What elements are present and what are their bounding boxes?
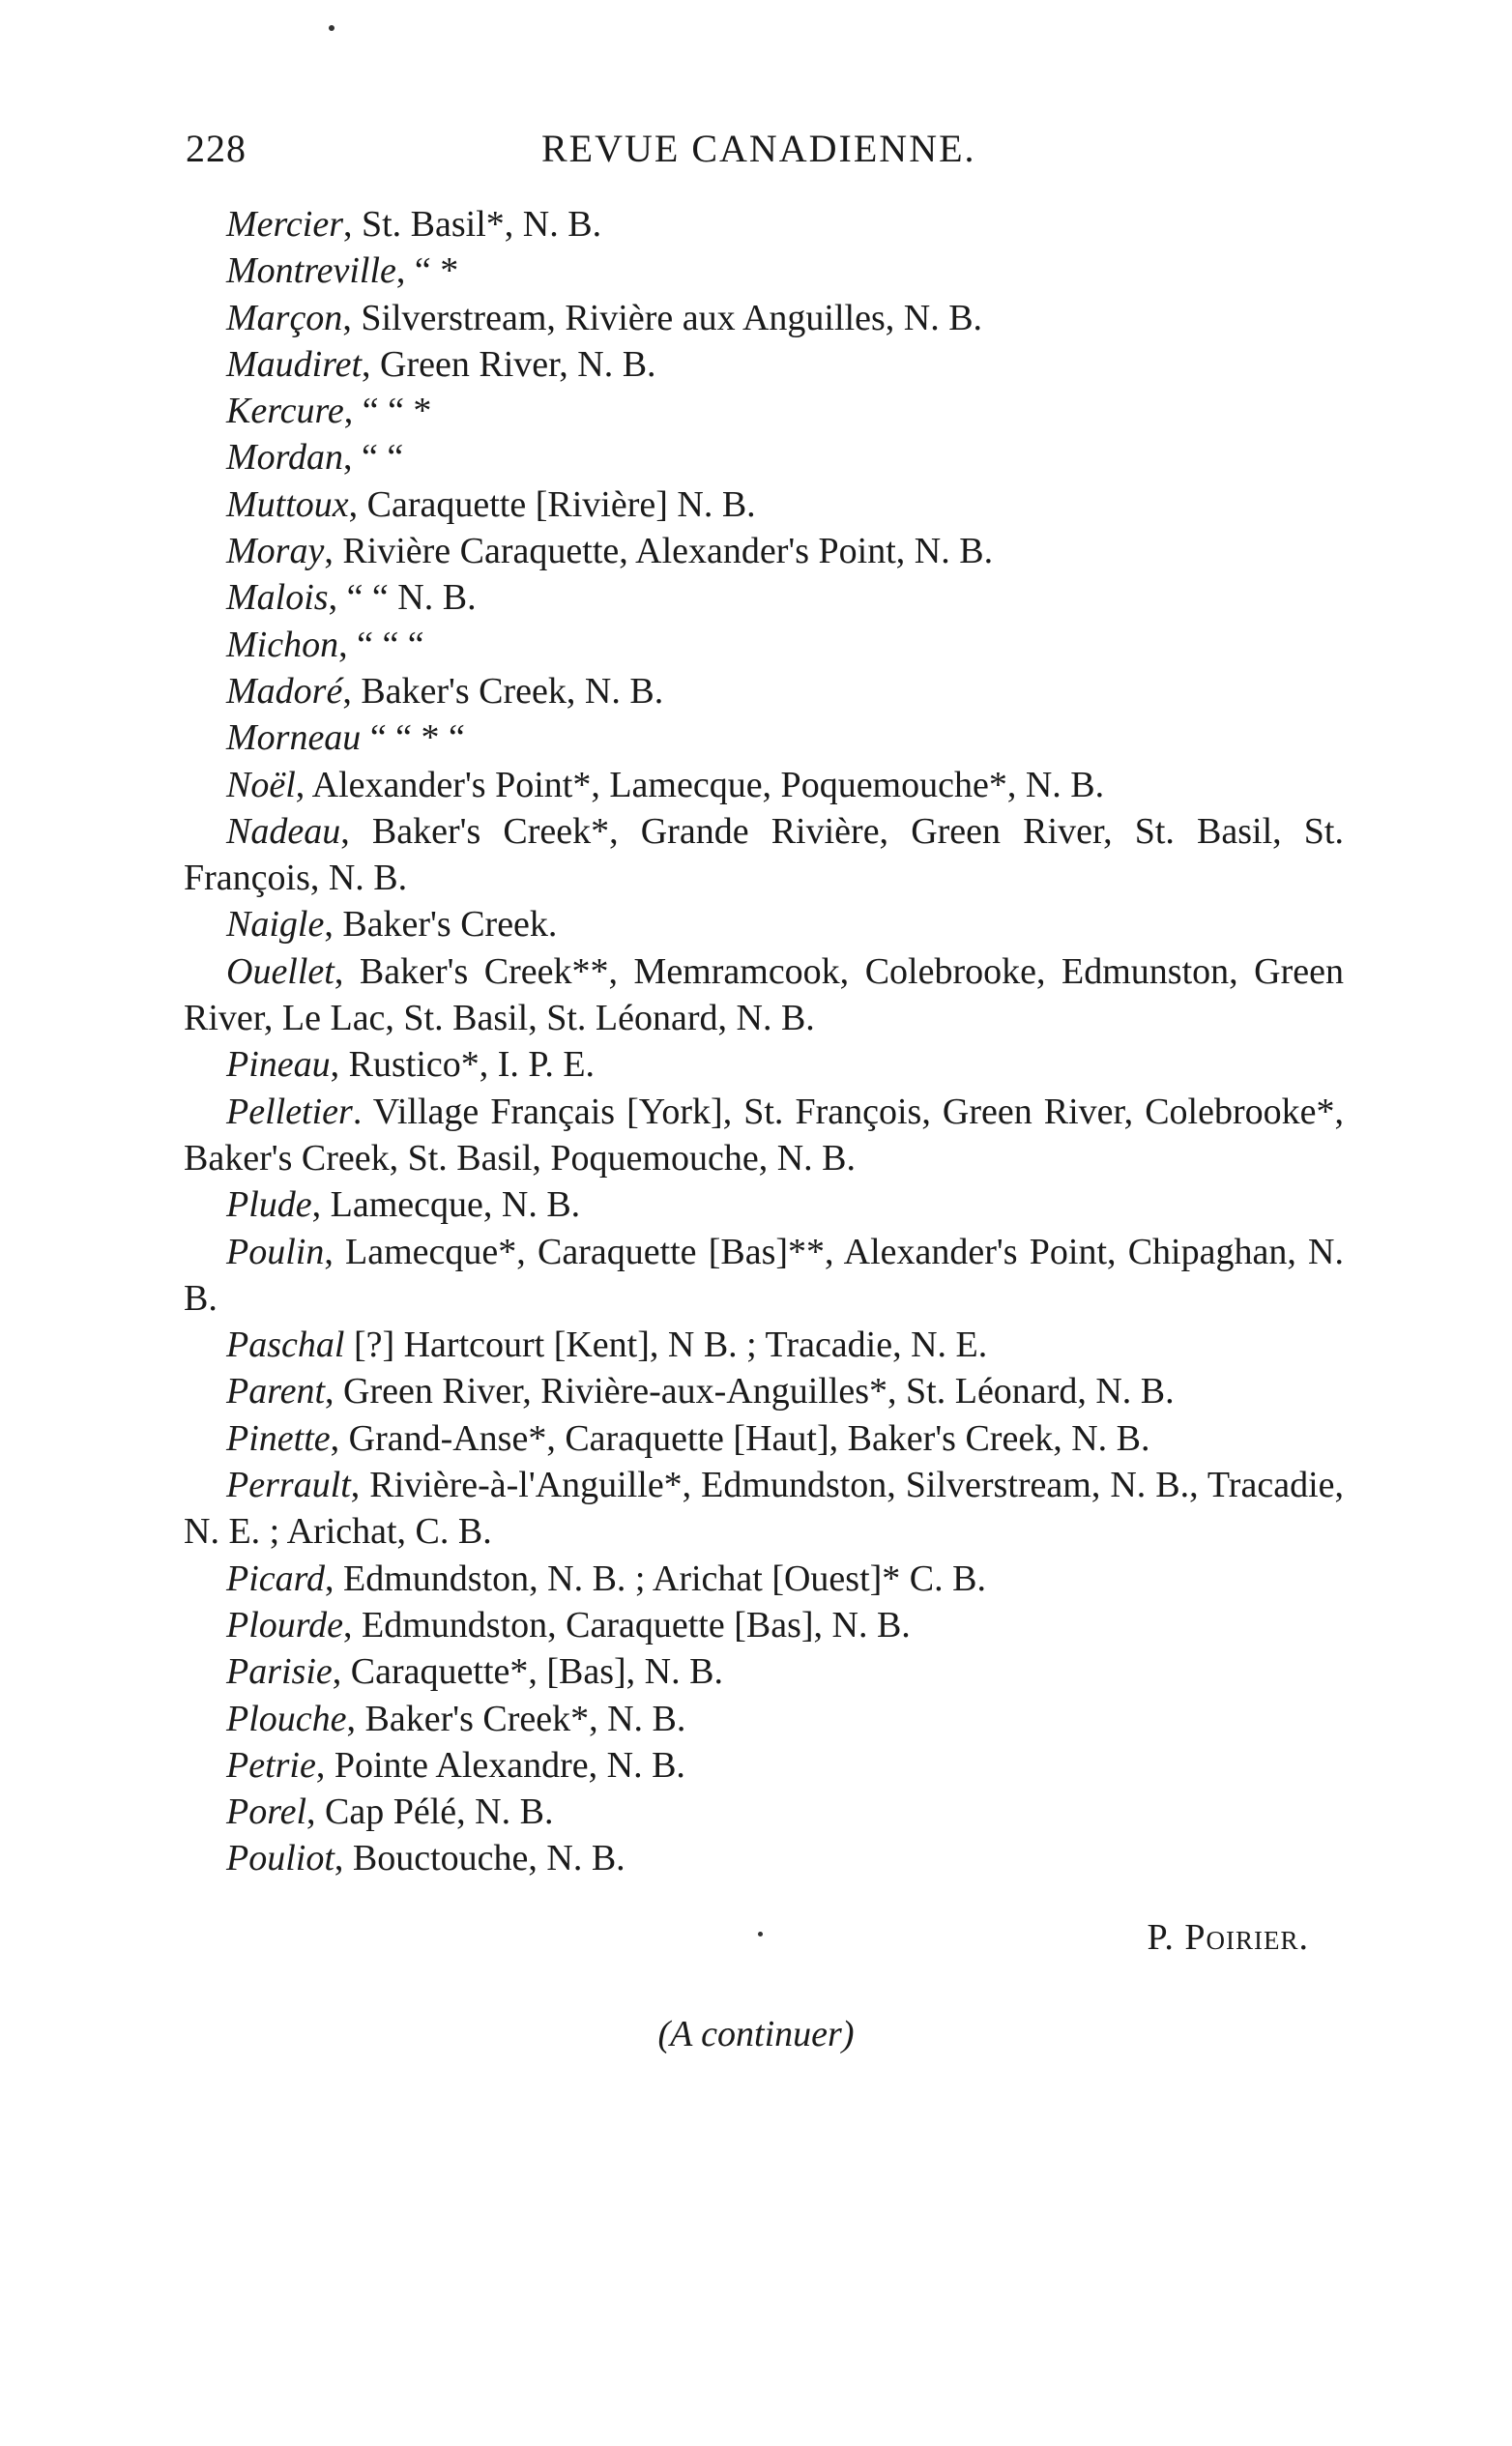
entry-surname: Nadeau	[226, 810, 341, 852]
entry-locations: . Village Français [York], St. François, Green River, Colebrooke*, Baker's Creek, St. Basil, Poquemouche, N. B.	[184, 1091, 1344, 1179]
entry-locations: , “ “	[343, 437, 404, 479]
entry-locations: , Cap Pélé, N. B.	[306, 1791, 554, 1833]
entry-surname: Muttoux	[226, 483, 349, 525]
entry-surname: Paschal	[226, 1325, 345, 1366]
entry-locations: , Green River, Rivière-aux-Anguilles*, St. Léonard, N. B.	[325, 1371, 1175, 1412]
entry-locations: , Rivière-à-l'Anguille*, Edmundston, Silverstream, N. B., Tracadie, N. E. ; Arichat, C. B.	[184, 1465, 1344, 1553]
entry-locations: , Caraquette [Rivière] N. B.	[348, 483, 756, 525]
entry-locations: , Rivière Caraquette, Alexander's Point, N. B.	[324, 531, 994, 572]
surname-entry	[184, 714, 1344, 761]
surname-entry	[184, 1696, 1344, 1742]
entry-surname: Picard	[226, 1558, 326, 1599]
surname-entry	[184, 341, 1344, 388]
surname-entry	[184, 668, 1344, 714]
surname-entry	[184, 1602, 1344, 1648]
surname-entry	[184, 1462, 1344, 1556]
entry-surname: Pinette	[226, 1417, 331, 1459]
surname-entry	[184, 1556, 1344, 1602]
entry-surname: Maudiret	[226, 343, 363, 385]
entry-surname: Moray	[226, 531, 325, 572]
entry-locations: , Edmundston, N. B. ; Arichat [Ouest]* C. B.	[325, 1558, 986, 1599]
entry-locations: , Edmundston, Caraquette [Bas], N. B.	[343, 1604, 911, 1645]
entry-surname: Montreville	[226, 250, 396, 292]
entry-locations: , “ *	[395, 250, 459, 292]
entry-locations: “ “ * “	[361, 717, 465, 759]
entry-locations: , Baker's Creek.	[324, 904, 558, 946]
surname-entry	[184, 1368, 1344, 1414]
surname-entry	[184, 1181, 1344, 1228]
entry-locations: , Lamecque, N. B.	[311, 1184, 581, 1226]
entry-locations: , Grand-Anse*, Caraquette [Haut], Baker's Creek, N. B.	[330, 1417, 1150, 1459]
continuation-note: (A continuer)	[657, 2014, 855, 2054]
entry-locations: , Baker's Creek*, N. B.	[346, 1698, 686, 1739]
surname-entry	[184, 948, 1344, 1042]
page-number: 228	[186, 127, 247, 170]
entry-surname: Petrie	[226, 1744, 316, 1786]
entry-surname: Malois	[226, 577, 329, 619]
entry-surname: Kercure	[226, 391, 344, 432]
surname-entry	[184, 1789, 1344, 1835]
entry-surname: Porel	[226, 1791, 307, 1833]
entry-locations: , Green River, N. B.	[362, 343, 656, 385]
surname-entry	[184, 1041, 1344, 1088]
entry-surname: Marçon	[226, 297, 343, 338]
entry-surname: Michon	[226, 624, 339, 665]
surname-entry	[184, 201, 1344, 248]
entry-surname: Pouliot	[226, 1838, 334, 1879]
surname-entry	[184, 762, 1344, 808]
entry-locations: , “ “ *	[343, 391, 432, 432]
entry-surname: Ouellet	[226, 950, 334, 992]
entry-locations: , Bouctouche, N. B.	[334, 1838, 625, 1879]
entry-surname: Noël	[226, 764, 296, 805]
print-speck	[329, 25, 334, 31]
entry-surname: Morneau	[226, 717, 362, 759]
entry-locations: , Baker's Creek*, Grande Rivière, Green River, St. Basil, St. François, N. B.	[184, 810, 1344, 899]
surname-entry	[184, 1648, 1344, 1695]
surname-entry	[184, 1742, 1344, 1789]
entry-surname: Naigle	[226, 904, 325, 946]
entry-locations: , Rustico*, I. P. E.	[330, 1044, 596, 1086]
entry-locations: , Baker's Creek**, Memramcook, Colebrooke, Edmunston, Green River, Le Lac, St. Basil, St. Léonard, N. B.	[184, 950, 1344, 1039]
entry-surname: Mercier	[226, 204, 343, 245]
entry-surname: Madoré	[226, 670, 343, 712]
entry-surname: Parisie	[226, 1651, 333, 1693]
surname-entry	[184, 1835, 1344, 1881]
author-signature: P. Poirier.	[1147, 1917, 1309, 1958]
surname-entry	[184, 1229, 1344, 1323]
entry-locations: , Lamecque*, Caraquette [Bas]**, Alexander's Point, Chipaghan, N. B.	[184, 1231, 1344, 1319]
surname-entry	[184, 481, 1344, 528]
entry-surname: Poulin	[226, 1231, 325, 1272]
print-speck	[758, 1932, 763, 1936]
entry-surname: Pelletier	[226, 1091, 353, 1132]
running-head: REVUE CANADIENNE.	[541, 127, 976, 170]
surname-entry	[184, 295, 1344, 341]
entry-locations: , Pointe Alexandre, N. B.	[315, 1744, 685, 1786]
entry-locations: , Silverstream, Rivière aux Anguilles, N. B.	[342, 297, 983, 338]
surname-entry	[184, 901, 1344, 947]
surname-entry	[184, 622, 1344, 668]
entry-locations: , Baker's Creek, N. B.	[342, 670, 664, 712]
surname-list	[184, 201, 1344, 1882]
surname-entry	[184, 1415, 1344, 1462]
surname-entry	[184, 388, 1344, 434]
entry-surname: Pineau	[226, 1044, 331, 1086]
entry-locations: , Alexander's Point*, Lamecque, Poquemouche*, N. B.	[295, 764, 1105, 805]
entry-locations: , St. Basil*, N. B.	[342, 204, 602, 245]
surname-entry	[184, 528, 1344, 574]
surname-entry	[184, 434, 1344, 480]
entry-surname: Plude	[226, 1184, 312, 1226]
entry-surname: Parent	[226, 1371, 326, 1412]
entry-surname: Mordan	[226, 437, 344, 479]
entry-surname: Plouche	[226, 1698, 347, 1739]
surname-entry	[184, 574, 1344, 621]
entry-locations: , “ “ N. B.	[328, 577, 477, 619]
surname-entry	[184, 1322, 1344, 1368]
entry-surname: Perrault	[226, 1465, 351, 1506]
surname-entry	[184, 808, 1344, 902]
surname-entry	[184, 1089, 1344, 1182]
entry-surname: Plourde	[226, 1604, 344, 1645]
surname-entry	[184, 248, 1344, 294]
entry-locations: , Caraquette*, [Bas], N. B.	[332, 1651, 723, 1693]
entry-locations: [?] Hartcourt [Kent], N B. ; Tracadie, N. E.	[344, 1325, 988, 1366]
entry-locations: , “ “ “	[338, 624, 424, 665]
